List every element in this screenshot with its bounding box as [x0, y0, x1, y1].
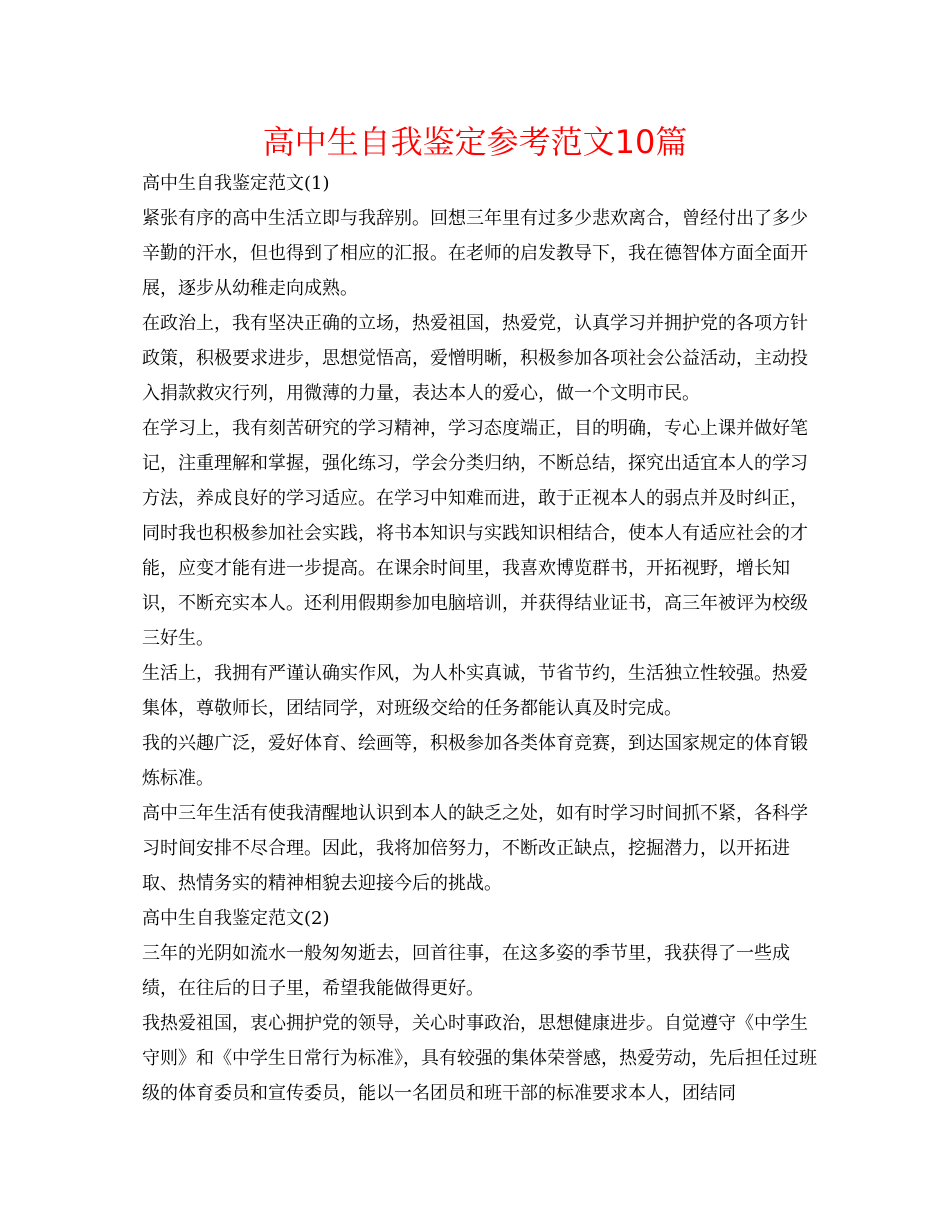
paragraph: 我热爱祖国，衷心拥护党的领导，关心时事政治，思想健康进步。自觉遵守《中学生守则》和《中学生日常行为标准》，具有较强的集体荣誉感，热爱劳动，先后担任过班级的体育委员和宣传委员，能以一名团员和班干部的标准要求本人，团结同 [142, 1013, 817, 1104]
section-heading-1: 高中生自我鉴定范文(1) [142, 173, 330, 194]
paragraph: 我的兴趣广泛，爱好体育、绘画等，积极参加各类体育竞赛，到达国家规定的体育锻炼标准。 [142, 733, 808, 789]
paragraph: 高中三年生活有使我清醒地认识到本人的缺乏之处，如有时学习时间抓不紧，各科学习时间安排不尽合理。因此，我将加倍努力，不断改正缺点，挖掘潜力，以开拓进取、热情务实的精神相貌去迎接今后的挑战。 [142, 803, 808, 894]
section-heading-2: 高中生自我鉴定范文(2) [142, 908, 330, 929]
paragraph: 紧张有序的高中生活立即与我辞别。回想三年里有过多少悲欢离合，曾经付出了多少辛勤的汗水，但也得到了相应的汇报。在老师的启发教导下，我在德智体方面全面开展，逐步从幼稚走向成熟。 [142, 208, 808, 299]
paragraph: 在政治上，我有坚决正确的立场，热爱祖国，热爱党，认真学习并拥护党的各项方针政策，积极要求进步，思想觉悟高，爱憎明晰，积极参加各项社会公益活动，主动投入捐款救灾行列，用微薄的力量，表达本人的爱心，做一个文明市民。 [142, 313, 808, 404]
document-title: 高中生自我鉴定参考范文10篇 [262, 123, 688, 161]
paragraph: 三年的光阴如流水一般匆匆逝去，回首往事，在这多姿的季节里，我获得了一些成绩，在往后的日子里，希望我能做得更好。 [142, 943, 790, 999]
document-body [142, 166, 818, 1111]
paragraph: 生活上，我拥有严谨认确实作风，为人朴实真诚，节省节约，生活独立性较强。热爱集体，尊敬师长，团结同学，对班级交给的任务都能认真及时完成。 [142, 663, 808, 719]
paragraph: 在学习上，我有刻苦研究的学习精神，学习态度端正，目的明确，专心上课并做好笔记，注重理解和掌握，强化练习，学会分类归纳，不断总结，探究出适宜本人的学习方法，养成良好的学习适应。在学习中知难而进，敢于正视本人的弱点并及时纠正，同时我也积极参加社会实践，将书本知识与实践知识相结合，使本人有适应社会的才能，应变才能有进一步提高。在课余时间里，我喜欢博览群书，开拓视野，增长知识，不断充实本人。还利用假期参加电脑培训，并获得结业证书，高三年被评为校级三好生。 [142, 418, 808, 649]
